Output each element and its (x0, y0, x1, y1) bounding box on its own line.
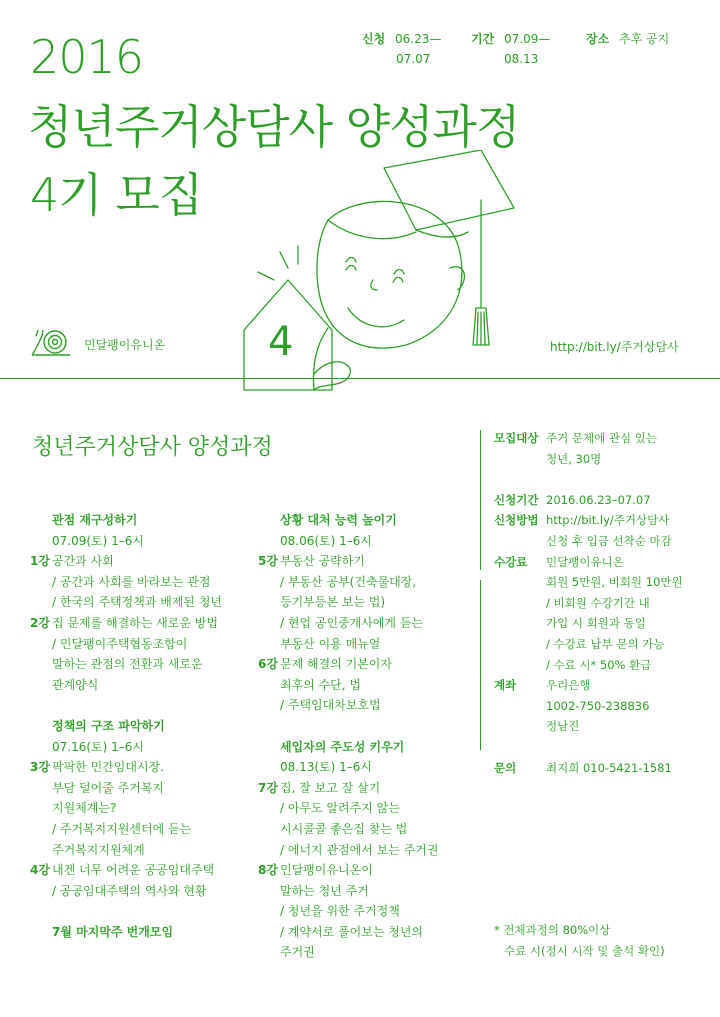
list-item (258, 551, 468, 572)
list-item (258, 675, 468, 696)
info-value: 청년, 30명 (546, 451, 602, 466)
curriculum-col-1 (30, 510, 240, 942)
list-item (30, 531, 240, 552)
apply-info (362, 30, 441, 47)
list-item (30, 819, 240, 840)
lesson-detail: 지원체계는? (52, 801, 117, 816)
list-item (30, 922, 240, 943)
info-label: 신청기간 (494, 492, 539, 507)
cap-band (416, 230, 468, 237)
title-main: 청년주거상담사 양성과정 (28, 100, 520, 154)
list-item (30, 572, 240, 593)
info-row-cont (494, 716, 710, 737)
lesson-detail: / 에너지 관점에서 보는 주거권 (280, 842, 439, 857)
module-heading: 관점 재구성하기 (52, 513, 138, 527)
lesson-detail: / 민달팽이주택협동조합이 (52, 636, 188, 651)
lesson-detail: 시시콜콜 좋은집 찾는 법 (280, 821, 408, 836)
info-row-target (494, 428, 710, 449)
list-item (30, 840, 240, 861)
right-eye (393, 270, 404, 283)
lesson-detail: / 현업 공인중개사에게 듣는 (280, 615, 423, 630)
info-value: 가입 시 회원과 동일 (546, 616, 646, 631)
list-item (30, 881, 240, 902)
nose (371, 280, 377, 290)
list-item (30, 778, 240, 799)
lesson-title: 민달팽이유니온이 (280, 863, 373, 878)
lesson-detail: 부담 덜어줄 주거복지 (52, 780, 164, 795)
info-label: 계좌 (494, 678, 517, 693)
lesson-number: 8강 (258, 863, 278, 878)
list-item (258, 819, 468, 840)
info-value: 주거 문제에 관심 있는 (546, 431, 657, 445)
info-row-cont (494, 593, 710, 614)
info-row-account (494, 675, 710, 696)
info-value: 1002-750-238836 (546, 698, 650, 713)
module-date: 07.16(토) 1–6시 (52, 739, 144, 754)
info-value: / 수료 시* 50% 환급 (546, 657, 652, 672)
module-heading: 세입자의 주도성 키우기 (280, 739, 405, 754)
apply-value-2: 07.07 (396, 52, 431, 66)
info-row-period (494, 490, 710, 511)
place-label: 장소 (586, 32, 610, 46)
list-item (258, 572, 468, 593)
lesson-detail: / 주택임대차보호법 (280, 698, 381, 713)
period-value-1: 07.09— (504, 32, 551, 46)
title-year: 2016 (30, 30, 144, 84)
info-row-method (494, 510, 710, 531)
lesson-detail: / 한국의 주택정책과 배제된 청년 (52, 595, 222, 610)
info-row-cont (494, 531, 710, 552)
lesson-detail: 주거권 (280, 945, 315, 960)
lesson-detail: / 주거복지지원센터에 듣는 (52, 821, 192, 836)
info-row-cont (494, 572, 710, 593)
curriculum-col-2 (258, 510, 468, 963)
info-row-cont (494, 634, 710, 655)
period-label: 기간 (471, 32, 495, 46)
lesson-detail: 등기부등본 보는 법) (280, 595, 386, 610)
hair (328, 220, 416, 239)
house-number: 4 (268, 319, 294, 365)
info-value: 최지희 010-5421-1581 (546, 760, 672, 775)
info-value: 우리은행 (546, 678, 591, 693)
info-row-contact (494, 758, 710, 779)
lesson-number: 2강 (30, 615, 50, 630)
lesson-detail: 관계양식 (52, 677, 99, 692)
info-row-fee (494, 552, 710, 573)
period-value-2: 08.13 (504, 52, 539, 66)
info-value: 회원 5만원, 비회원 10만원 (546, 575, 683, 590)
info-panel (494, 428, 710, 778)
org-name: 민달팽이유니온 (84, 338, 166, 352)
list-item (30, 654, 240, 675)
list-item (30, 613, 240, 634)
header-divider (0, 378, 720, 379)
lesson-title: 부동산 공략하기 (280, 554, 365, 569)
list-item (258, 592, 468, 613)
info-value: / 비회원 수강기간 내 (546, 595, 650, 610)
lesson-title: 공간과 사회 (52, 554, 114, 569)
list-item (258, 798, 468, 819)
lesson-title: 집, 잘 보고 잘 살기 (280, 780, 381, 795)
lesson-title: 문제 해결의 기본이자 (280, 657, 392, 672)
lesson-detail: / 청년을 위한 주거정책 (280, 904, 400, 919)
info-row-cont (494, 449, 710, 470)
list-item (258, 757, 468, 778)
lesson-title: 팍팍한 민간임대시장. (52, 760, 164, 775)
lesson-detail: 최후의 수단, 법 (280, 677, 361, 692)
module-date: 08.06(토) 1–6시 (280, 533, 372, 548)
list-item (30, 716, 240, 737)
title-recruit: 4기 모집 (30, 168, 203, 222)
info-label: 문의 (494, 760, 517, 775)
info-divider-2 (480, 580, 481, 750)
list-item (30, 798, 240, 819)
info-label: 모집대상 (494, 431, 539, 445)
lesson-number: 5강 (258, 554, 278, 569)
list-item (258, 840, 468, 861)
list-item (258, 922, 468, 943)
info-row-cont (494, 613, 710, 634)
lesson-detail: / 공공임대주택의 역사와 현황 (52, 883, 207, 898)
list-item (258, 510, 468, 531)
list-item (30, 551, 240, 572)
lesson-detail: 말하는 청년 주거 (280, 883, 369, 898)
lesson-detail: / 공간과 사회를 바라보는 관점 (52, 574, 211, 589)
lesson-number: 4강 (30, 863, 50, 878)
list-item (258, 942, 468, 963)
list-item (258, 860, 468, 881)
lesson-title: 내겐 너무 어려운 공공임대주택 (52, 863, 215, 878)
shoulder (314, 328, 328, 390)
apply-label: 신청 (362, 32, 386, 46)
info-value: 신청 후 입금 선착순 마감 (546, 533, 672, 548)
lesson-number: 3강 (30, 760, 50, 775)
lesson-detail: 주거복지지원체계 (52, 842, 145, 857)
list-item (258, 737, 468, 758)
list-item (30, 675, 240, 696)
period-info (471, 30, 550, 47)
lesson-detail: 부동산 이용 매뉴얼 (280, 636, 381, 651)
info-value: / 수강료 납부 문의 가능 (546, 636, 665, 651)
list-item (258, 778, 468, 799)
module-date: 08.13(토) 1–6시 (280, 760, 372, 775)
header-url[interactable]: http://bit.ly/주거상담사 (550, 340, 679, 354)
list-item (258, 613, 468, 634)
info-label: 수강료 (494, 554, 528, 569)
list-item (258, 654, 468, 675)
lesson-title: 집 문제를 해결하는 새로운 방법 (52, 615, 218, 630)
apply-value-1: 06.23— (395, 32, 442, 46)
place-info (586, 30, 669, 47)
lesson-detail: / 부동산 공부(건축물대장, (280, 574, 417, 589)
info-value: 2016.06.23–07.07 (546, 492, 651, 507)
info-label: 신청방법 (494, 513, 539, 528)
info-row-cont (494, 696, 710, 717)
lesson-detail: / 아무도 알려주지 않는 (280, 801, 400, 816)
list-item (30, 737, 240, 758)
footnote-line-1: * 전체과정의 80%이상 (494, 923, 611, 937)
lesson-number: 1강 (30, 554, 50, 569)
left-eye (346, 258, 356, 271)
module-heading: 정책의 구조 파악하기 (52, 718, 165, 733)
lesson-number: 7강 (258, 780, 278, 795)
lesson-detail: / 계약서로 풀어보는 청년의 (280, 924, 423, 939)
footnote-line-2: 수료 시(정시 시작 및 출석 확인) (504, 944, 665, 958)
module-date: 07.09(토) 1–6시 (52, 533, 144, 548)
list-item (30, 757, 240, 778)
lesson-number: 6강 (258, 657, 278, 672)
module-heading: 7월 마지막주 번개모임 (52, 924, 174, 939)
section-title: 청년주거상담사 양성과정 (32, 435, 273, 460)
info-link[interactable]: http://bit.ly/주거상담사 (546, 513, 670, 528)
module-heading: 상황 대처 능력 높이기 (280, 513, 397, 527)
info-divider-1 (480, 430, 481, 570)
list-item (258, 531, 468, 552)
info-row-cont (494, 655, 710, 676)
smile (348, 308, 404, 327)
place-value: 추후 공지 (619, 32, 670, 46)
info-value: 민달팽이유니온 (546, 554, 624, 569)
list-item (258, 901, 468, 922)
list-item (30, 634, 240, 655)
list-item (30, 510, 240, 531)
lesson-detail: 말하는 관점의 전환과 새로운 (52, 657, 203, 672)
snail-logo-icon (30, 328, 76, 358)
list-item (258, 695, 468, 716)
cap-top (384, 150, 514, 230)
list-item (258, 634, 468, 655)
list-item (30, 592, 240, 613)
info-value: 정남진 (546, 719, 580, 734)
list-item (258, 881, 468, 902)
list-item (30, 860, 240, 881)
